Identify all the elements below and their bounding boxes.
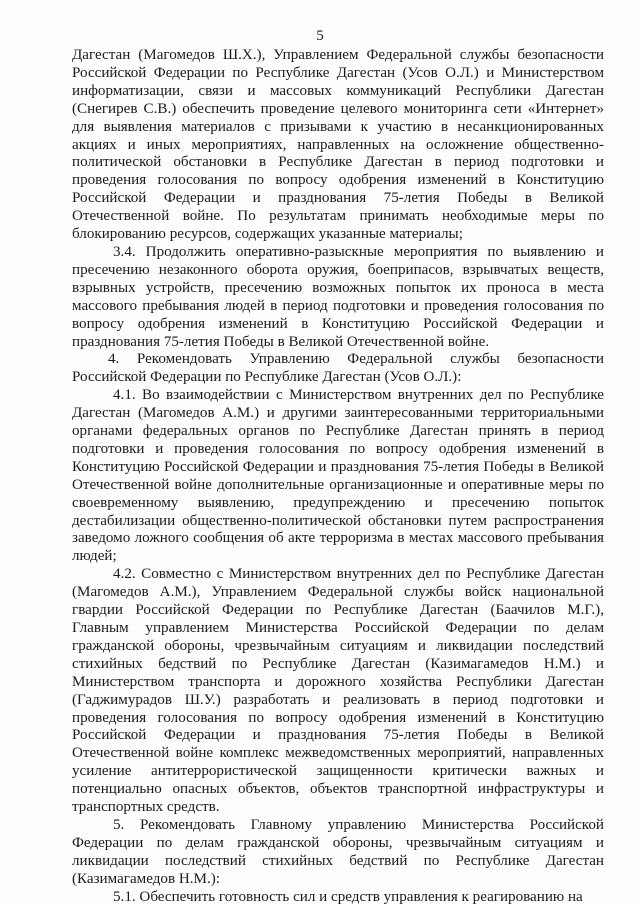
paragraph-5: 5. Рекомендовать Главному управлению Министерства Российской Федерации по делам гражданской обороны, чрезвычайным ситуациям и ликвидации последствий стихийных бедствий по Республике Дагестан (Казимагамедов Н.М.): — [72, 816, 604, 887]
paragraph-4: 4. Рекомендовать Управлению Федеральной службы безопасности Российской Федерации по Республике Дагестан (Усов О.Л.): — [72, 351, 604, 386]
paragraph-continuation: Дагестан (Магомедов Ш.Х.), Управлением Федеральной службы безопасности Российской Федерации по Республике Дагестан (Усов О.Л.) и Министерством информатизации, связи и массовых коммуникаций Республики Дагестан (Снегирев С.В.) обеспечить проведение целевого мониторинга сети «Интернет» для выявления материалов с призывами к участию в несанкционированных акциях и иных мероприятиях, направленных на осложнение общественно-политической обстановки в Республике Дагестан в период подготовки и проведения голосования по вопросу одобрения изменений в Конституцию Российской Федерации и празднования 75-летия Победы в Великой Отечественной войне. По результатам принимать необходимые меры по блокированию ресурсов, содержащих указанные материалы; — [72, 47, 604, 243]
paragraph-4-1: 4.1. Во взаимодействии с Министерством внутренних дел по Республике Дагестан (Магомедов А.М.) и другими заинтересованными территориальными органами федеральных органов по Республике Дагестан принять в период подготовки и проведения голосования по вопросу одобрения изменений в Конституцию Российской Федерации и празднования 75-летия Победы в Великой Отечественной войне дополнительные организационные и оперативные меры по своевременному выявлению, предупреждению и пресечению попыток дестабилизации общественно-политической обстановки путем распространения заведомо ложного сообщения об акте терроризма в местах массового пребывания людей; — [72, 387, 604, 565]
page-number: 5 — [316, 28, 324, 44]
paragraph-3-4: 3.4. Продолжить оперативно-разыскные мероприятия по выявлению и пресечению незаконного оборота оружия, боеприпасов, взрывчатых веществ, взрывных устройств, пресечению возможных попыток их проноса в места массового пребывания людей в период подготовки и проведения голосования по вопросу одобрения изменений в Конституцию Российской Федерации и празднования 75-летия Победы в Великой Отечественной войне. — [72, 243, 604, 350]
paragraph-5-1: 5.1. Обеспечить готовность сил и средств управления к реагированию на — [113, 888, 583, 905]
document-body — [72, 47, 604, 907]
paragraph-4-2: 4.2. Совместно с Министерством внутренних дел по Республике Дагестан (Магомедов А.М.), Управлением Федеральной службы войск национальной гвардии Российской Федерации по Республике Дагестан (Баачилов М.Г.), Главным управлением Министерства Российской Федерации по делам гражданской обороны, чрезвычайным ситуациям и ликвидации последствий стихийных бедствий по Республике Дагестан (Казимагамедов Н.М.) и Министерством транспорта и дорожного хозяйства Республики Дагестан (Гаджимурадов Ш.У.) разработать и реализовать в период подготовки и проведения голосования по вопросу одобрения изменений в Конституцию Российской Федерации и празднования 75-летия Победы в Великой Отечественной войне комплекс межведомственных мероприятий, направленных усиление антитеррористической защищенности критически важных и потенциально опасных объектов, объектов транспортной инфраструктуры и транспортных средств. — [72, 566, 604, 816]
